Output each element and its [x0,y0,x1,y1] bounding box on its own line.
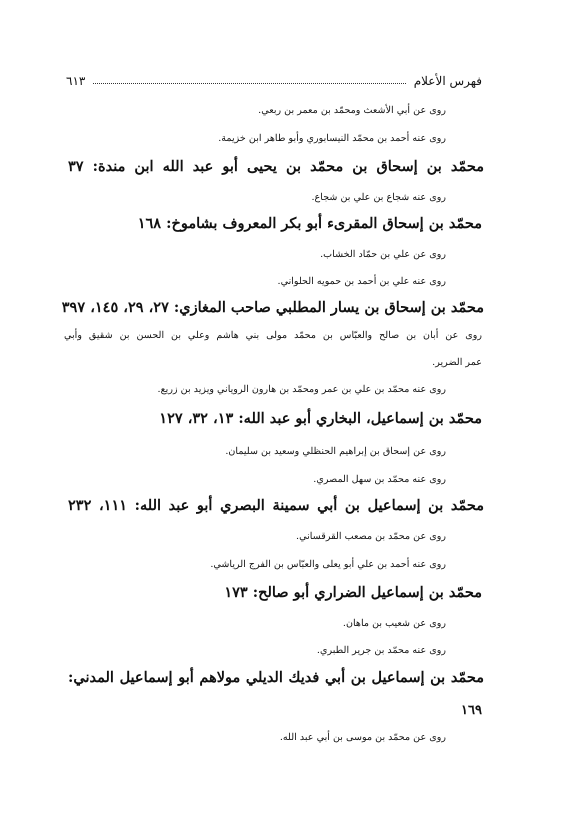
narrated-from-line: روى عن شعيب بن ماهان. [342,618,446,629]
narrated-by-line: روى عنه شجاع بن علي بن شجاع. [311,192,446,203]
entry-heading-continuation: ١٦٩ [461,703,482,718]
narrated-by-line: روى عنه علي بن أحمد بن حمويه الحلواني. [277,276,446,287]
narrated-from-line: روى عن محمّد بن مصعب القرقساني. [296,531,446,542]
narrated-by-line: روى عنه أحمد بن علي أبو يعلى والعبّاس بن الفرج الرياشي. [210,559,446,570]
narrated-from-line: روى عن أبي الأشعث ومحمّد بن معمر بن ربعي. [258,105,446,116]
narrated-by-line: روى عنه محمّد بن علي بن عمر ومحمّد بن هارون الروياني ويزيد بن زريع. [157,384,446,395]
header-dot-leader [93,83,405,84]
narrated-from-line: روى عن إسحاق بن إبراهيم الحنظلي وسعيد بن سليمان. [225,446,446,457]
narrated-by-line: روى عنه أحمد بن محمّد النيسابوري وأبو طاهر ابن خزيمة. [218,133,446,144]
narrated-from-line: روى عن محمّد بن موسى بن أبي عبد الله. [279,732,446,743]
entry-heading: محمّد بن إسماعيل بن أبي فديك الديلي مولاهم أبو إسماعيل المدني: [68,669,484,686]
narrated-from-continuation: عمر الضرير. [432,357,482,368]
entry-heading: محمّد بن إسماعيل، البخاري أبو عبد الله: ١٣، ٣٢، ١٢٧ [159,410,482,427]
entry-heading: محمّد بن إسماعيل بن أبي سمينة البصري أبو عبد الله: ١١١، ٢٣٢ [68,497,484,514]
entry-heading: محمّد بن إسماعيل الضراري أبو صالح: ١٧٣ [224,584,482,601]
page-number: ٦١٣ [66,74,86,88]
narrated-by-line: روى عنه محمّد بن جرير الطبري. [316,645,446,656]
narrated-by-line: روى عنه محمّد بن سهل المصري. [313,474,446,485]
entry-heading: محمّد بن إسحاق بن يسار المطلبي صاحب المغازي: ٢٧، ٢٩، ١٤٥، ٣٩٧ [61,299,484,316]
entry-heading: محمّد بن إسحاق المقرىء أبو بكر المعروف بشاموخ: ١٦٨ [137,215,482,232]
narrated-from-line: روى عن علي بن حمّاد الخشاب. [320,249,446,260]
narrated-from-line: روى عن أبان بن صالح والعبّاس بن محمّد مولى بني هاشم وعلي بن الحسن بن شقيق وأبي [64,330,482,341]
running-header-title: فهرس الأعلام [413,74,482,88]
entry-heading: محمّد بن إسحاق بن محمّد بن يحيى أبو عبد الله ابن مندة: ٣٧ [68,158,484,175]
running-header [66,70,482,88]
